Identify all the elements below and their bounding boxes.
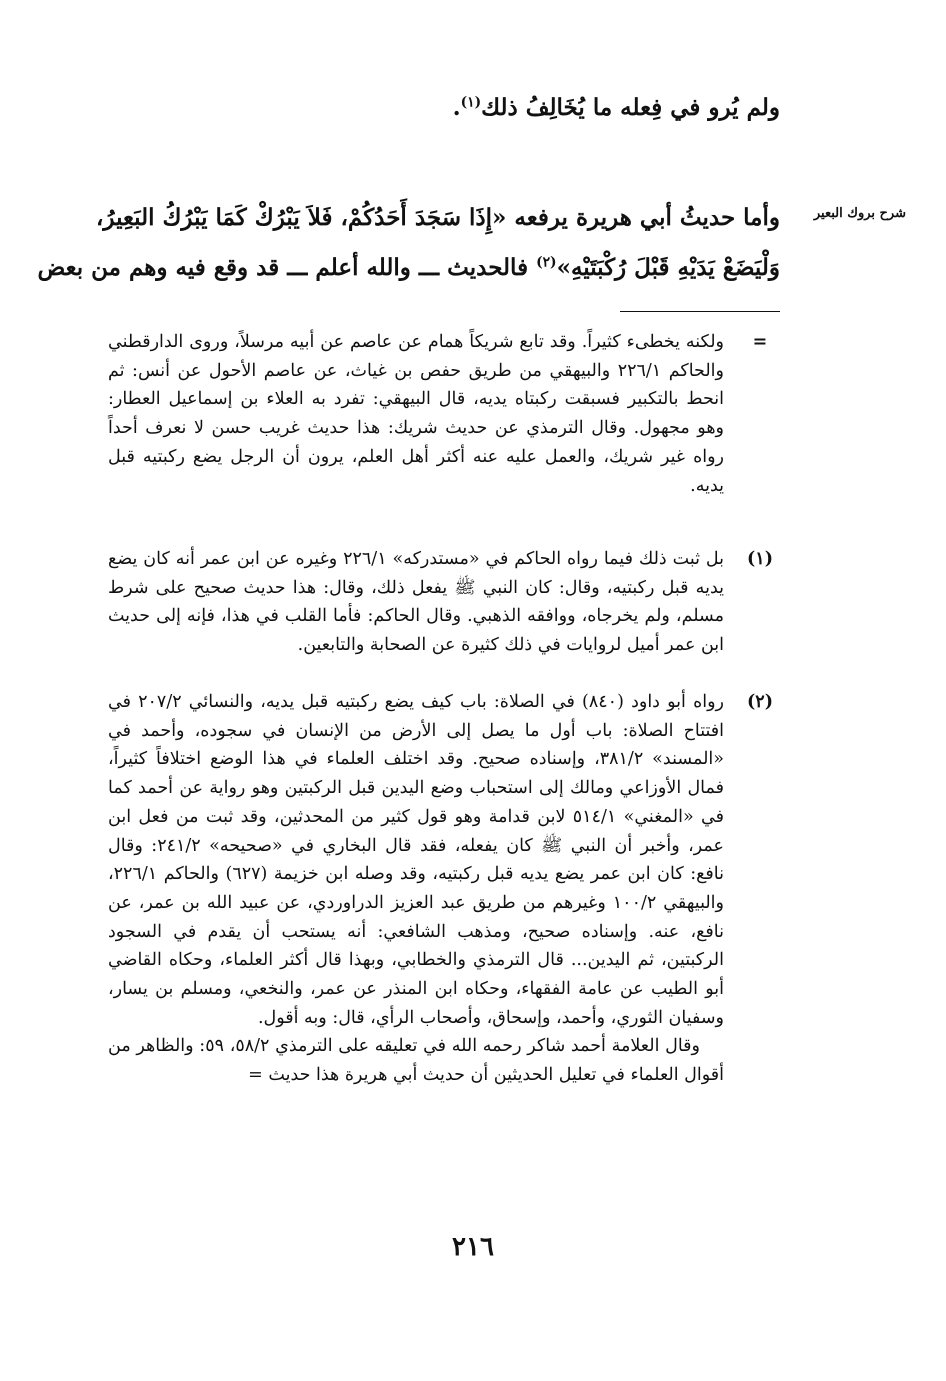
footnote-continuation-mark: =: [752, 332, 768, 352]
main-line-3-rest: فالحديث ـــ والله أعلم ـــ قد وقع فيه وهم من بعض: [37, 254, 529, 281]
main-text-line-1: [110, 88, 780, 128]
footnote-2-continues-mark: =: [248, 1065, 263, 1086]
footnote-2-number: (٢): [747, 692, 773, 712]
main-text-line-2: وأما حديثُ أبي هريرة يرفعه «إِذَا سَجَدَ أَحَدُكُمْ، فَلاَ يَبْرُكْ كَمَا يَبْرُكُ البَعِيرُ،: [95, 204, 780, 231]
footnote-2-paragraph-2-text: وقال العلامة أحمد شاكر رحمه الله في تعليقه على الترمذي ٥٨/٢، ٥٩: والظاهر من أقوال العلماء في تعليل الحديثين أن حديث أبي هريرة هذا حديث: [108, 1036, 724, 1086]
main-text-line-3: [37, 248, 780, 288]
page-number: ٢١٦: [452, 1232, 494, 1262]
footnote-separator: [620, 311, 780, 312]
footnote-1-number: (١): [747, 549, 773, 569]
main-line-1-text: ولم يُرو في فِعله ما يُخَالِفُ ذلك: [481, 94, 780, 121]
footnote-2-paragraph-2: [108, 1032, 724, 1089]
footnote-continuation: ولكنه يخطىء كثيراً. وقد تابع شريكاً همام عن عاصم عن أبيه مرسلاً، وروى الدارقطني والحاكم ٢٢٦/١ والبيهقي من طريق حفص بن غياث، عن عاصم الأحول عن أنس: ثم انحط بالتكبير فسبقت ركبتاه يديه، قال البيهقي: تفرد به العلاء بن إسماعيل العطار: وهو مجهول. وقال الترمذي عن حديث شريك: هذا حديث غريب حسن لا نعرف أحداً رواه غير شريك، والعمل عليه عنه أكثر أهل العلم، يرون أن الرجل يضع ركبتيه قبل يديه.: [108, 332, 724, 496]
footnote-1-text: بل ثبت ذلك فيما رواه الحاكم في «مستدركه» ٢٢٦/١ وغيره عن ابن عمر أنه كان يضع يديه قبل ركبتيه، وقال: كان النبي ﷺ يفعل ذلك، وقال: هذا حديث صحيح على شرط مسلم، ولم يخرجاه، ووافقه الذهبي. وقال الحاكم: فأما القلب في هذا، فإنه إلى حديث ابن عمر أميل لروايات في ذلك كثيرة عن الصحابة والتابعين.: [108, 549, 724, 656]
footnote-ref-1: (١): [460, 94, 482, 111]
footnote-ref-2: (٢): [536, 254, 557, 271]
main-line-3-quote: وَلْيَضَعْ يَدَيْهِ قَبْلَ رُكْبَتَيْهِ»: [556, 254, 780, 281]
footnote-2-text: [108, 688, 724, 1090]
footnote-2-body: رواه أبو داود (٨٤٠) في الصلاة: باب كيف يضع ركبتيه قبل يديه، والنسائي ٢٠٧/٢ في افتتاح الصلاة: باب أول ما يصل إلى الأرض من الإنسان في سجوده، وأحمد في «المسند» ٣٨١/٢، وإسناده صحيح. وقد اختلف العلماء في هذا الوضع اختلافاً كثيراً، فمال الأوزاعي ومالك إلى استحباب وضع اليدين قبل الركبتين وهو رواية عن أحمد كما في «المغني» ٥١٤/١ لابن قدامة وهو قول كثير من المحدثين، وقد ثبت من فعل ابن عمر، وأخبر أن النبي ﷺ كان يفعله، فقد قال البخاري في «صحيحه» ٢٤١/٢: وقال نافع: كان ابن عمر يضع يديه قبل ركبتيه، وقد وصله ابن خزيمة (٦٢٧) والحاكم ٢٢٦/١، والبيهقي ١٠٠/٢ وغيرهم من طريق عبد العزيز الدراوردي، عن عبيد الله بن عمر، عن نافع، عنه. وإسناده صحيح، ومذهب الشافعي: أنه يستحب أن يقدم في السجود الركبتين، ثم اليدين... قال الترمذي والخطابي، وبهذا قال أكثر العلماء، وحكاه القاضي أبو الطيب عن عامة الفقهاء، وحكاه ابن المنذر عن عمر، والنخعي، ومسلم بن يسار، وسفيان الثوري، وأحمد، وإسحاق، وأصحاب الرأي، قال: وبه أقول.: [108, 692, 724, 1028]
full-stop: .: [452, 94, 461, 121]
side-heading: شرح بروك البعير: [813, 206, 906, 221]
